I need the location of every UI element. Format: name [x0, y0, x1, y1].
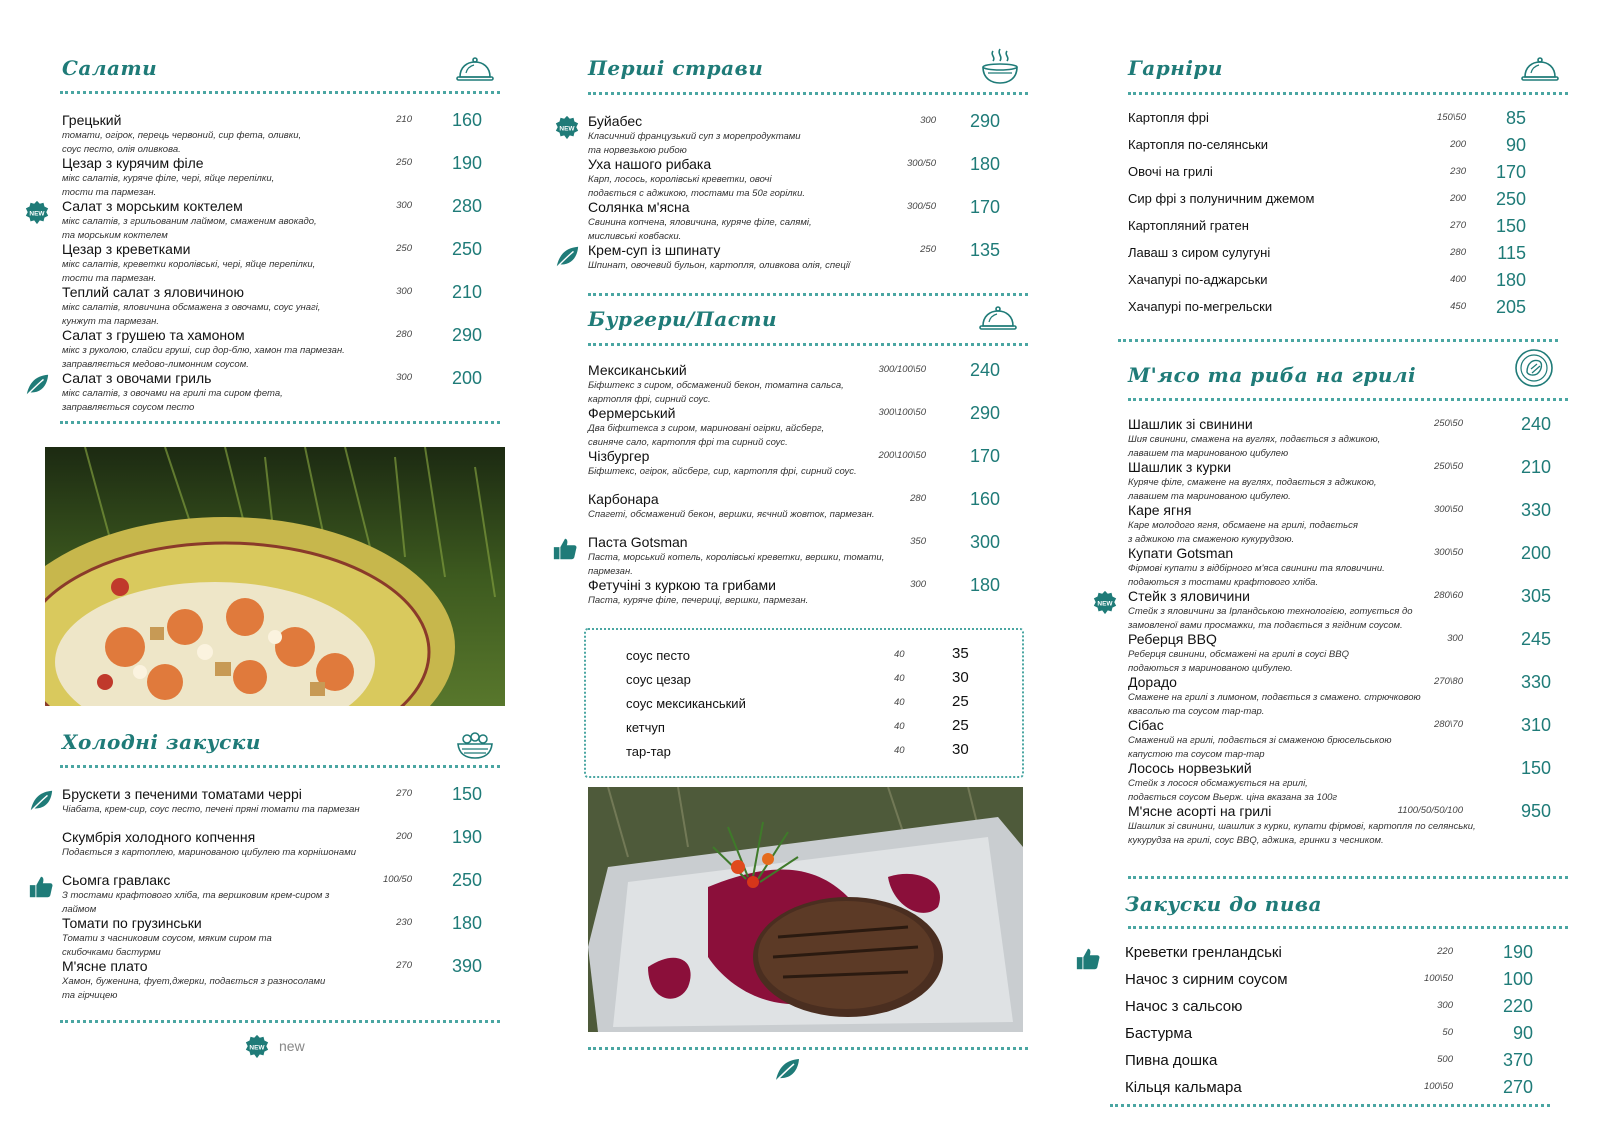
menu-item: [62, 284, 482, 327]
menu-item-price: 245: [1520, 629, 1551, 649]
section-title-beer-snacks: Закуски до пива: [1125, 892, 1322, 916]
menu-item: [1128, 803, 1563, 846]
thumbs-up-icon: [1075, 946, 1101, 972]
menu-item-description: томати, огірок, перець червоний, сир фета, оливки, соус песто, олія оливкова.: [62, 130, 302, 155]
sauce-name: соус мексиканський: [626, 696, 746, 711]
menu-item-description: Смажений на грилі, подається зі смаженою брюсельською капустою та соусом тар-тар: [1128, 735, 1392, 760]
menu-item-weight: 100/50: [382, 874, 412, 885]
menu-item: [1128, 299, 1556, 326]
divider: [60, 1020, 500, 1023]
sauce-name: кетчуп: [626, 720, 665, 735]
menu-item-weight: 230: [1450, 166, 1466, 177]
menu-item-description: мікс салатів, з грильованим лаймом, смаженим авокадо, та морським коктелем: [62, 216, 317, 241]
menu-item-weight: 230: [396, 917, 412, 928]
divider: [588, 293, 1028, 296]
new-badge-icon: [554, 115, 580, 141]
first-courses-list: [588, 113, 1016, 273]
sauce-weight: 40: [894, 721, 905, 732]
menu-item: [588, 534, 1016, 577]
menu-item-description: Біфштекс з сиром, обсмажений бекон, томатна сальса, картопля фрі, сирний соус.: [588, 380, 844, 405]
menu-item-weight: 270\80: [1433, 676, 1463, 687]
menu-item-weight: 270: [396, 788, 412, 799]
menu-item-price: 180: [969, 575, 1000, 595]
sauce-price: 25: [952, 717, 969, 734]
menu-item-price: 160: [969, 489, 1000, 509]
menu-item-description: З тостами крафтового хліба, та вершковим крем-сиром з лаймом: [62, 890, 330, 915]
menu-item-name: Лосось норвезький: [1128, 760, 1252, 776]
sauce-row: [586, 644, 1022, 668]
sauce-price: 35: [952, 645, 969, 662]
menu-item: [62, 958, 482, 1001]
menu-item-price: 85: [1505, 108, 1526, 128]
menu-item: [62, 872, 482, 915]
sauce-weight: 40: [894, 745, 905, 756]
menu-item-price: 200: [1520, 543, 1551, 563]
menu-item: [1128, 416, 1563, 459]
menu-item: [588, 577, 1016, 620]
menu-item-weight: 210: [396, 114, 412, 125]
menu-item-price: 390: [451, 956, 482, 976]
menu-item-price: 190: [451, 153, 482, 173]
menu-item-price: 190: [1502, 942, 1533, 962]
menu-item-description: Куряче філе, смажене на вуглях, подається з аджикою, лавашем та маринованою цибулею.: [1128, 477, 1377, 502]
menu-item: [1125, 971, 1553, 998]
menu-item: [1128, 191, 1556, 218]
menu-item: [1128, 502, 1563, 545]
menu-item-name: Сібас: [1128, 717, 1164, 733]
menu-item-price: 290: [451, 325, 482, 345]
menu-item-description: Реберця свинини, обсмажені на грилі в соусі BBQ подаються з маринованою цибулею.: [1128, 649, 1349, 674]
menu-item-price: 170: [969, 197, 1000, 217]
menu-item-name: Креветки гренландські: [1125, 944, 1282, 961]
menu-item-price: 150: [1520, 758, 1551, 778]
menu-item-name: Овочі на грилі: [1128, 164, 1213, 179]
sauce-weight: 40: [894, 649, 905, 660]
sauce-row: [586, 716, 1022, 740]
menu-item-name: Картопля по-селянськи: [1128, 137, 1268, 152]
sauce-weight: 40: [894, 673, 905, 684]
menu-item-name: Хачапурі по-аджарськи: [1128, 272, 1268, 287]
menu-item: [588, 448, 1016, 491]
menu-item-name: Сьомга гравлакс: [62, 872, 171, 888]
menu-item-name: Шашлик з курки: [1128, 459, 1232, 475]
menu-item-name: Бастурма: [1125, 1025, 1193, 1042]
menu-item: [1128, 245, 1556, 272]
menu-item-price: 100: [1502, 969, 1533, 989]
menu-item: [1125, 1079, 1553, 1106]
menu-item-name: Сир фрі з полуничним джемом: [1128, 191, 1315, 206]
menu-item: [1128, 588, 1563, 631]
menu-item-description: Свинина копчена, яловичина, куряче філе, салямі, мисливські ковбаски.: [588, 217, 812, 242]
sauce-weight: 40: [894, 697, 905, 708]
menu-item-description: Паста, морський котель, королівські креветки, вершки, томати, пармезан.: [588, 552, 885, 577]
cold-snacks-list: [62, 786, 482, 1016]
grill-badge-icon: [1514, 348, 1554, 388]
menu-item-name: Начос з сальсою: [1125, 998, 1243, 1015]
menu-item-name: Цезар з креветками: [62, 241, 191, 257]
menu-item-weight: 300/50: [906, 201, 936, 212]
menu-item-name: Фетучіні з куркою та грибами: [588, 577, 776, 593]
menu-item: [62, 241, 482, 284]
menu-item-description: Два біфштекса з сиром, мариновані огірки, айсберг, свиняче сало, картопля фрі та сирний соус.: [588, 423, 825, 448]
divider: [60, 765, 500, 768]
menu-item-description: Стейк з яловичини за Ірландською технологією, готується до замовленої вами просмажки, та подається з ягідним соусом.: [1128, 606, 1413, 631]
menu-item-price: 160: [451, 110, 482, 130]
menu-item: [1125, 944, 1553, 971]
section-title-grill: М'ясо та риба на грилі: [1128, 363, 1417, 387]
menu-item: [1125, 1025, 1553, 1052]
menu-item-weight: 280\70: [1433, 719, 1463, 730]
menu-item-price: 950: [1520, 801, 1551, 821]
menu-item-price: 280: [451, 196, 482, 216]
sauce-name: соус песто: [626, 648, 691, 663]
menu-item-weight: 1100/50/50/100: [1397, 805, 1463, 816]
sauce-price: 25: [952, 693, 969, 710]
menu-item-price: 180: [969, 154, 1000, 174]
menu-item-weight: 300: [920, 115, 936, 126]
menu-item-price: 290: [969, 111, 1000, 131]
divider: [588, 1047, 1028, 1050]
menu-item-weight: 300: [1437, 1000, 1453, 1011]
menu-item-name: Каре ягня: [1128, 502, 1192, 518]
menu-item-weight: 350: [910, 536, 926, 547]
menu-item: [62, 155, 482, 198]
menu-item-price: 90: [1505, 135, 1526, 155]
section-title-first-courses: Перші страви: [588, 56, 764, 80]
menu-item: [1128, 110, 1556, 137]
menu-item-weight: 300\50: [1433, 504, 1463, 515]
menu-item-name: Карбонара: [588, 491, 659, 507]
menu-item: [62, 786, 482, 829]
divider: [1128, 876, 1568, 879]
menu-item-name: Салат з грушею та хамоном: [62, 327, 245, 343]
menu-item-price: 240: [1520, 414, 1551, 434]
legend-new-label: new: [279, 1038, 305, 1054]
menu-item: [62, 112, 482, 155]
cloche-icon: [1520, 55, 1560, 85]
menu-item-description: мікс салатів, яловичина обсмажена з овочами, соус унагі, кунжут та пармезан.: [62, 302, 321, 327]
menu-item-price: 305: [1520, 586, 1551, 606]
menu-item: [1128, 717, 1563, 760]
salad-bowl-icon: [455, 730, 495, 760]
menu-item-name: Скумбрія холодного копчення: [62, 829, 256, 845]
menu-item-description: мікс салатів, креветки королівські, чері, яйце перепілки, тости та пармезан.: [62, 259, 316, 284]
grill-list: [1128, 416, 1563, 856]
menu-item-weight: 270: [396, 960, 412, 971]
menu-item-name: Картопля фрі: [1128, 110, 1209, 125]
menu-item-description: Класичний французький суп з морепродуктами та норвезькою рибою: [588, 131, 801, 156]
menu-item: [1125, 998, 1553, 1025]
menu-item: [1128, 137, 1556, 164]
divider: [1128, 398, 1568, 401]
menu-item-price: 205: [1495, 297, 1526, 317]
menu-item-weight: 270: [1450, 220, 1466, 231]
menu-item-price: 180: [1495, 270, 1526, 290]
menu-item-name: Грецький: [62, 112, 122, 128]
menu-item-price: 300: [969, 532, 1000, 552]
menu-item-description: Стейк з лосося обсмажується на грилі, подається соусом Вьерж. ціна вказана за 100г: [1128, 778, 1338, 803]
menu-item-price: 135: [969, 240, 1000, 260]
menu-item-price: 220: [1502, 996, 1533, 1016]
menu-item: [62, 198, 482, 241]
sauce-row: [586, 740, 1022, 764]
menu-item-price: 240: [969, 360, 1000, 380]
thumbs-up-icon: [552, 536, 578, 562]
menu-item: [588, 491, 1016, 534]
menu-item-price: 330: [1520, 500, 1551, 520]
thumbs-up-icon: [28, 874, 54, 900]
menu-item-weight: 250\50: [1433, 461, 1463, 472]
section-title-cold-snacks: Холодні закуски: [62, 730, 261, 754]
menu-item-weight: 50: [1442, 1027, 1453, 1038]
menu-item-price: 190: [451, 827, 482, 847]
menu-item: [1128, 545, 1563, 588]
menu-item: [1128, 631, 1563, 674]
menu-item-price: 90: [1512, 1023, 1533, 1043]
menu-item-weight: 250\50: [1433, 418, 1463, 429]
menu-item-name: Солянка м'ясна: [588, 199, 690, 215]
menu-item-name: Буйабес: [588, 113, 643, 129]
menu-item-name: М'ясне асорті на грилі: [1128, 803, 1272, 819]
new-badge-icon: [24, 200, 50, 226]
menu-item-weight: 220: [1437, 946, 1453, 957]
menu-item-weight: 280: [1450, 247, 1466, 258]
menu-item: [62, 327, 482, 370]
menu-item-name: Кільця кальмара: [1125, 1079, 1242, 1096]
menu-item-price: 270: [1502, 1077, 1533, 1097]
menu-item-description: Біфштекс, огірок, айсберг, сир, картопля фрі, сирний соус.: [588, 466, 857, 477]
menu-item: [62, 829, 482, 872]
menu-item: [588, 405, 1016, 448]
menu-item-name: Хачапурі по-мегрельски: [1128, 299, 1273, 314]
menu-item-description: мікс салатів, куряче філе, чері, яйце перепілки, тости та пармезан.: [62, 173, 275, 198]
menu-item-description: Чіабата, крем-сир, соус песто, печені пряні томати та пармезан: [62, 804, 360, 815]
menu-item-weight: 300\100\50: [878, 407, 926, 418]
menu-item-weight: 250: [396, 243, 412, 254]
menu-item-weight: 200\100\50: [878, 450, 926, 461]
soup-bowl-icon: [980, 47, 1020, 87]
menu-item-name: Дорадо: [1128, 674, 1177, 690]
menu-item: [588, 362, 1016, 405]
menu-item-price: 290: [969, 403, 1000, 423]
menu-item-price: 250: [451, 870, 482, 890]
menu-item-name: Брускети з печеними томатами черрі: [62, 786, 302, 802]
cloche-icon: [455, 55, 495, 85]
menu-item-description: Каре молодого ягня, обсмаене на грилі, подається з аджикою та смаженою кукурудзою.: [1128, 520, 1358, 545]
menu-item-name: Чізбургер: [588, 448, 650, 464]
menu-item-price: 170: [1495, 162, 1526, 182]
menu-item-name: Пивна дошка: [1125, 1052, 1218, 1069]
sauces-box: [584, 628, 1024, 778]
menu-item-weight: 500: [1437, 1054, 1453, 1065]
new-badge-icon: [1092, 590, 1118, 616]
divider: [588, 343, 1028, 346]
menu-item-description: мікс салатів, з овочами на грилі та сиром фета, заправляється соусом песто: [62, 388, 283, 413]
divider: [60, 91, 500, 94]
menu-item-price: 370: [1502, 1050, 1533, 1070]
menu-item-price: 250: [1495, 189, 1526, 209]
sauce-row: [586, 668, 1022, 692]
menu-item: [588, 242, 1016, 285]
menu-item-price: 170: [969, 446, 1000, 466]
sides-list: [1128, 110, 1556, 325]
menu-item-weight: 200: [396, 831, 412, 842]
menu-item-price: 180: [451, 913, 482, 933]
menu-item: [1128, 164, 1556, 191]
menu-item-name: Салат з овочами гриль: [62, 370, 212, 386]
menu-item-weight: 250: [920, 244, 936, 255]
menu-item-price: 250: [451, 239, 482, 259]
menu-item-weight: 300: [1447, 633, 1463, 644]
menu-item-name: Реберця BBQ: [1128, 631, 1217, 647]
menu-item-weight: 200: [1450, 139, 1466, 150]
burgers-pastas-list: [588, 362, 1016, 612]
menu-item-price: 150: [451, 784, 482, 804]
menu-item: [588, 156, 1016, 199]
menu-item: [62, 915, 482, 958]
section-title-salads: Салати: [62, 56, 158, 80]
menu-item-description: Фірмові купати з відбірного м'яса свинини та яловичини. подаються з тостами крафтового хліба.: [1128, 563, 1385, 588]
menu-item-price: 310: [1520, 715, 1551, 735]
menu-item: [1128, 218, 1556, 245]
menu-item-name: Томати по грузинськи: [62, 915, 202, 931]
menu-item-price: 210: [1520, 457, 1551, 477]
menu-item-name: Уха нашого рибака: [588, 156, 712, 172]
menu-item-name: Мексиканський: [588, 362, 687, 378]
menu-item-price: 115: [1497, 243, 1526, 263]
menu-item-name: Фермерський: [588, 405, 676, 421]
menu-item-weight: 280: [396, 329, 412, 340]
menu-item-weight: 250: [396, 157, 412, 168]
menu-item-description: Спагеті, обсмажений бекон, вершки, яєчний жовток, пармезан.: [588, 509, 875, 520]
menu-item-weight: 280: [910, 493, 926, 504]
menu-item-weight: 300/50: [906, 158, 936, 169]
menu-item-description: Шашлик зі свинини, шашлик з курки, купати фірмові, картопля по селянськи, кукурудза на грилі, соус BBQ, аджика, гринки з чесником.: [1128, 821, 1476, 846]
divider: [1128, 92, 1568, 95]
menu-item-price: 200: [451, 368, 482, 388]
menu-item-weight: 300: [396, 372, 412, 383]
menu-item: [1128, 272, 1556, 299]
sauce-name: соус цезар: [626, 672, 691, 687]
menu-item-price: 210: [451, 282, 482, 302]
menu-item-weight: 300: [396, 286, 412, 297]
menu-item-weight: 150\50: [1436, 112, 1466, 123]
menu-item: [1128, 459, 1563, 502]
menu-item-description: мікс з руколою, слайси груші, сир дор-блю, хамон та пармезан. заправляється медово-лимонним соусом.: [62, 345, 345, 370]
menu-item-weight: 200: [1450, 193, 1466, 204]
menu-item-weight: 100\50: [1423, 973, 1453, 984]
sauce-row: [586, 692, 1022, 716]
menu-item-name: Купати Gotsman: [1128, 545, 1234, 561]
sauce-price: 30: [952, 741, 969, 758]
divider: [1110, 1104, 1550, 1107]
sauce-name: тар-тар: [626, 744, 671, 759]
divider: [588, 92, 1028, 95]
menu-item-price: 150: [1495, 216, 1526, 236]
leaf-icon: [28, 788, 54, 814]
menu-item-description: Шпинат, овочевий бульон, картопля, оливкова олія, спеції: [588, 260, 851, 271]
menu-item: [62, 370, 482, 413]
menu-item: [588, 113, 1016, 156]
menu-item-name: Начос з сирним соусом: [1125, 971, 1288, 988]
menu-item-name: Картопляний гратен: [1128, 218, 1249, 233]
leaf-icon: [773, 1056, 801, 1084]
menu-item-name: Крем-суп із шпинату: [588, 242, 721, 258]
menu-item-price: 330: [1520, 672, 1551, 692]
menu-item-description: Паста, куряче філе, печериці, вершки, пармезан.: [588, 595, 809, 606]
leaf-icon: [24, 372, 50, 398]
section-title-burgers-pastas: Бургери/Пасти: [588, 307, 778, 331]
menu-item-weight: 300/100\50: [878, 364, 926, 375]
menu-item-name: Шашлик зі свинини: [1128, 416, 1253, 432]
menu-item: [588, 199, 1016, 242]
salads-list: [62, 110, 482, 413]
menu-item-weight: 400: [1450, 274, 1466, 285]
menu-item-description: Карп, лосось, королівські креветки, овочі подається с аджикою, тостами та 50г горілки.: [588, 174, 806, 199]
menu-item-name: Цезар з курячим філе: [62, 155, 204, 171]
menu-item-name: Лаваш з сиром сулугуні: [1128, 245, 1271, 260]
menu-item-name: Теплий салат з яловичиною: [62, 284, 244, 300]
menu-item-weight: 300: [396, 200, 412, 211]
divider: [1128, 926, 1568, 929]
menu-item-weight: 280\60: [1433, 590, 1463, 601]
steak-photo: [588, 787, 1023, 1032]
beer-snacks-list: [1125, 944, 1553, 1104]
section-title-sides: Гарніри: [1128, 56, 1223, 80]
menu-item-name: М'ясне плато: [62, 958, 148, 974]
cloche-icon: [978, 304, 1018, 334]
divider: [1118, 339, 1558, 342]
sauce-price: 30: [952, 669, 969, 686]
menu-item-name: Стейк з яловичини: [1128, 588, 1250, 604]
menu-item-name: Паста Gotsman: [588, 534, 688, 550]
menu-item-weight: 100\50: [1423, 1081, 1453, 1092]
caesar-salad-photo: [45, 447, 505, 706]
menu-item: [1125, 1052, 1553, 1079]
menu-item-weight: 450: [1450, 301, 1466, 312]
menu-item-description: Смажене на грилі з лимоном, подається з смажено. стрючковою квасолью та соусом тар-тар.: [1128, 692, 1421, 717]
leaf-icon: [554, 244, 580, 270]
menu-item: [1128, 674, 1563, 717]
menu-item-weight: 300: [910, 579, 926, 590]
menu-item-weight: 300\50: [1433, 547, 1463, 558]
menu-item: [1128, 760, 1563, 803]
menu-item-description: Томати з часниковим соусом, мяким сиром та скибочками бастурми: [62, 933, 272, 958]
menu-item-description: Хамон, буженина, фует,джерки, подається з разносолами та гірчицею: [62, 976, 326, 1001]
menu-item-description: Шия свинини, смажена на вуглях, подається з аджикою, лавашем та маринованою цибулею: [1128, 434, 1381, 459]
new-badge-icon: [244, 1034, 270, 1060]
divider: [60, 421, 500, 424]
menu-item-description: Подається з картоплею, маринованою цибулею та корнішонами: [62, 847, 356, 858]
menu-item-name: Салат з морським коктелем: [62, 198, 243, 214]
